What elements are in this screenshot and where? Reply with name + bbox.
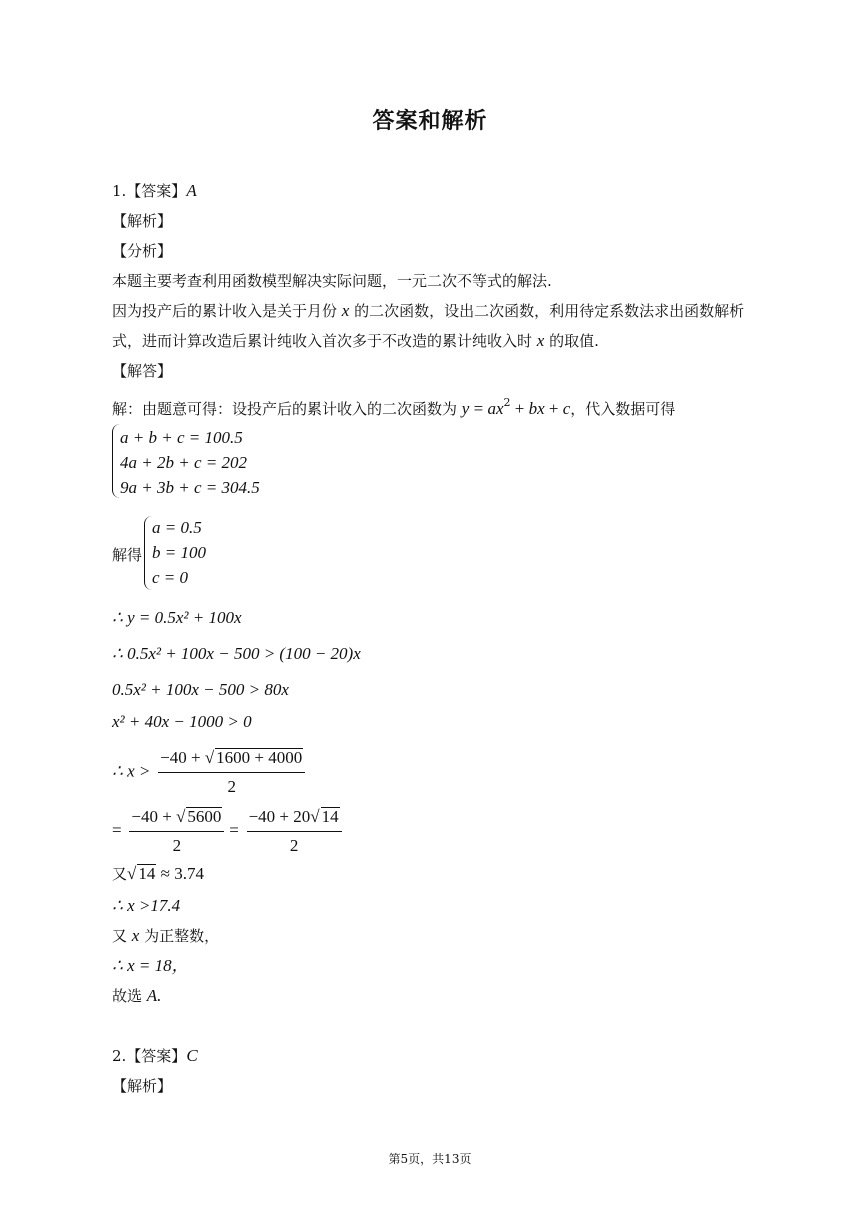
fraction: $\frac{-40 + √ 1600 + 4000}{2}$ [158,746,305,799]
solve-label: 解得 [112,546,143,564]
q2-jiexi-label: 【解析】 [112,1077,173,1095]
step-1: ∴ y = 0.5x² + 100x [112,608,242,627]
q2-answer: C [186,1046,198,1065]
solution-intro: 解：由题意可得：设投产后的累计收入的二次函数为 $y = ax^2$ + bx + c，代入数据可得 [112,396,676,418]
result-c: c = 0 [152,568,189,587]
step-6: = $\frac{-40 + √ 5600}{2}$ = $\frac{-40 + 20√ 14}{2}$ [112,805,342,858]
step-9: 又 x 为正整数， [112,926,220,945]
fraction: $\frac{-40 + 20√ 14}{2}$ [247,805,342,858]
analysis-line-2: 因为投产后的累计收入是关于月份 x 的二次函数，设出二次函数，利用待定系数法求出函数解析 [112,301,745,320]
analysis-line-1: 本题主要考查利用函数模型解决实际问题，一元二次不等式的解法. [112,272,552,290]
q1-answer: A [186,181,197,200]
result-b: b = 100 [152,543,206,562]
step-7: 又√ 14 ≈ 3.74 [112,864,204,883]
step-8: ∴ x >17.4 [112,896,181,915]
equation-2: 4a + 2b + c = 202 [120,453,247,472]
equation-1: a + b + c = 100.5 [120,428,243,447]
q1-fenxi-label: 【分析】 [112,242,173,260]
q1-jieda-label: 【解答】 [112,362,173,380]
q2-heading: 2.【答案】C [112,1046,198,1065]
step-2: ∴ 0.5x² + 100x − 500 > (100 − 20)x [112,644,361,663]
q1-jiexi-label: 【解析】 [112,212,173,230]
quadratic-model: y [461,399,470,418]
result-a: a = 0.5 [152,518,202,537]
analysis-line-3: 式，进而计算改造后累计纯收入首次多于不改造的累计纯收入时 x 的取值. [112,331,599,350]
page-footer: 第5页，共13页 [388,1152,472,1166]
step-11: 故选 A. [112,986,162,1005]
fraction: $\frac{-40 + √ 5600}{2}$ [129,805,224,858]
step-10: ∴ x = 18， [112,956,189,975]
step-3: 0.5x² + 100x − 500 > 80x [112,680,289,699]
page-title: 答案和解析 [372,109,488,134]
step-5: ∴ x > $\frac{-40 + √ 1600 + 4000}{2}$ [112,746,305,799]
equation-3: 9a + 3b + c = 304.5 [120,478,260,497]
q1-heading: 1.【答案】A [112,181,197,200]
step-4: x² + 40x − 1000 > 0 [112,712,252,731]
